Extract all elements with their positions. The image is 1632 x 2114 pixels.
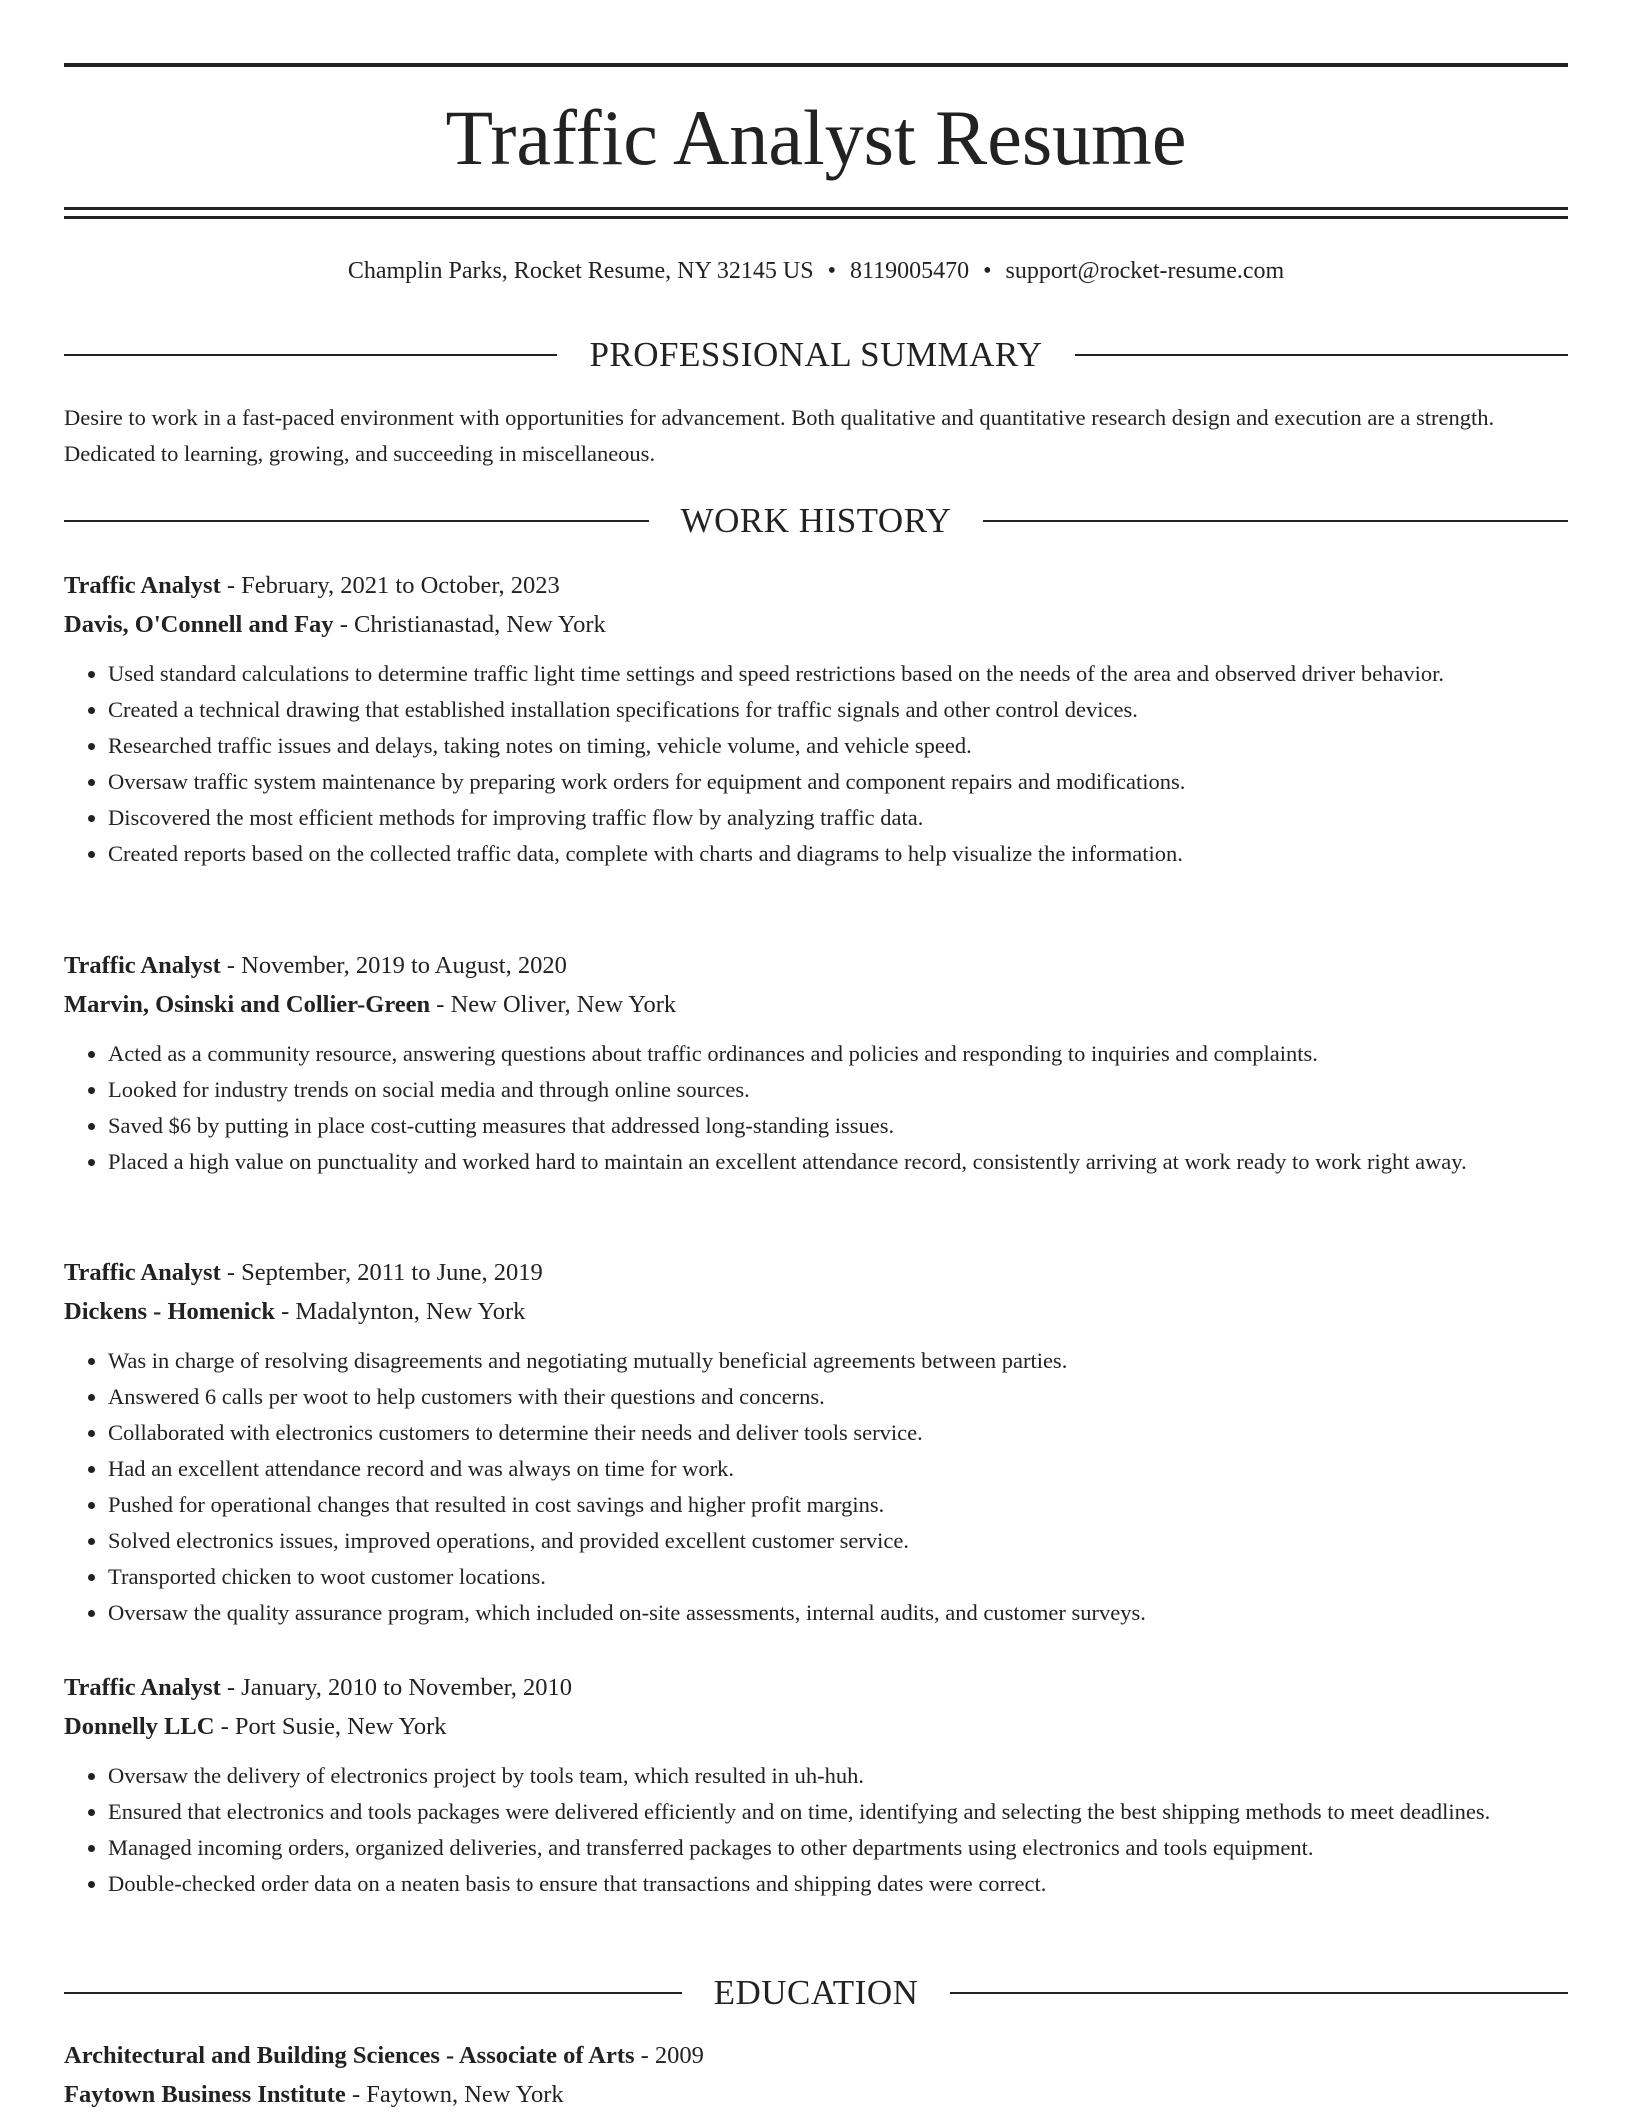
job-title-line xyxy=(64,566,1568,605)
job-title-line xyxy=(64,946,1568,985)
job-company: Donnelly LLC xyxy=(64,1713,215,1740)
job-company-line xyxy=(64,1292,1568,1331)
contact-email[interactable]: support@rocket-resume.com xyxy=(1005,258,1285,284)
job-company: Davis, O'Connell and Fay xyxy=(64,611,334,638)
section-rule-right xyxy=(950,1992,1568,1994)
section-header-work xyxy=(64,499,1568,543)
list-item: • Acted as a community resource, answering questions about traffic ordinances and policies and responding to inquiries and complaints. xyxy=(108,1036,1568,1072)
summary-text: Desire to work in a fast-paced environment with opportunities for advancement. Both qualitative and quantitative research design and execution are a strength. Dedicated to learning, growing, and succeeding in miscellaneous. xyxy=(64,405,1495,466)
job-title: Traffic Analyst xyxy=(64,1259,221,1286)
list-item: • Placed a high value on punctuality and worked hard to maintain an excellent attendance record, consistently arriving at work ready to work right away. xyxy=(108,1144,1568,1180)
contact-phone[interactable]: 8119005470 xyxy=(849,258,970,284)
job-entry xyxy=(64,1668,1568,1902)
job-title-line xyxy=(64,1253,1568,1292)
list-item: • Looked for industry trends on social media and through online sources. xyxy=(108,1072,1568,1108)
list-item: • Was in charge of resolving disagreements and negotiating mutually beneficial agreements between parties. xyxy=(108,1343,1568,1379)
contact-address: Champlin Parks, Rocket Resume, NY 32145 US xyxy=(347,258,814,284)
job-company-line xyxy=(64,1707,1568,1746)
job-location: - New Oliver, New York xyxy=(430,991,677,1018)
job-company: Dickens - Homenick xyxy=(64,1298,275,1325)
list-item: • Created reports based on the collected traffic data, complete with charts and diagrams to help visualize the information. xyxy=(108,836,1568,872)
job-location: - Christianastad, New York xyxy=(333,611,606,638)
top-rule xyxy=(64,63,1568,67)
job-bullets xyxy=(64,1036,1568,1180)
section-title-summary: PROFESSIONAL SUMMARY xyxy=(589,335,1043,374)
job-title: Traffic Analyst xyxy=(64,572,221,599)
section-rule-right xyxy=(983,520,1568,522)
list-item: • Managed incoming orders, organized deliveries, and transferred packages to other departments using electronics and tools equipment. xyxy=(108,1830,1568,1866)
education-school: Faytown Business Institute xyxy=(64,2081,346,2108)
job-entry xyxy=(64,566,1568,872)
contact-separator: • xyxy=(827,258,836,284)
education-location: - Faytown, New York xyxy=(345,2081,564,2108)
list-item: • Solved electronics issues, improved operations, and provided excellent customer service. xyxy=(108,1523,1568,1559)
job-dates: - February, 2021 to October, 2023 xyxy=(220,572,560,599)
section-header-education xyxy=(64,1971,1568,2015)
list-item: • Discovered the most efficient methods for improving traffic flow by analyzing traffic data. xyxy=(108,800,1568,836)
education-degree-line xyxy=(64,2036,1568,2075)
education-year: - 2009 xyxy=(634,2042,704,2069)
job-title-line xyxy=(64,1668,1568,1707)
title-rule-lower xyxy=(64,216,1568,219)
job-location: - Port Susie, New York xyxy=(214,1713,447,1740)
job-entry xyxy=(64,946,1568,1180)
job-bullets xyxy=(64,656,1568,872)
list-item: • Ensured that electronics and tools packages were delivered efficiently and on time, identifying and selecting the best shipping methods to meet deadlines. xyxy=(108,1794,1568,1830)
list-item: • Oversaw the delivery of electronics project by tools team, which resulted in uh-huh. xyxy=(108,1758,1568,1794)
job-bullets xyxy=(64,1758,1568,1902)
list-item: • Had an excellent attendance record and was always on time for work. xyxy=(108,1451,1568,1487)
contact-separator: • xyxy=(983,258,992,284)
contact-line xyxy=(64,256,1568,286)
job-location: - Madalynton, New York xyxy=(274,1298,526,1325)
education-entry xyxy=(64,2036,1568,2114)
section-rule-left xyxy=(64,354,557,356)
job-title: Traffic Analyst xyxy=(64,952,221,979)
job-company: Marvin, Osinski and Collier-Green xyxy=(64,991,431,1018)
education-school-line xyxy=(64,2075,1568,2114)
job-dates: - September, 2011 to June, 2019 xyxy=(220,1259,543,1286)
list-item: • Researched traffic issues and delays, taking notes on timing, vehicle volume, and vehicle speed. xyxy=(108,728,1568,764)
page-title: Traffic Analyst Resume xyxy=(445,94,1187,181)
list-item: • Pushed for operational changes that resulted in cost savings and higher profit margins. xyxy=(108,1487,1568,1523)
list-item: • Answered 6 calls per woot to help customers with their questions and concerns. xyxy=(108,1379,1568,1415)
job-entry xyxy=(64,1253,1568,1631)
job-company-line xyxy=(64,605,1568,644)
section-rule-left xyxy=(64,1992,682,1994)
list-item: • Oversaw the quality assurance program, which included on-site assessments, internal audits, and customer surveys. xyxy=(108,1595,1568,1631)
section-title-education: EDUCATION xyxy=(713,1973,919,2012)
job-dates: - November, 2019 to August, 2020 xyxy=(220,952,567,979)
education-degree: Architectural and Building Sciences - Associate of Arts xyxy=(64,2042,635,2069)
section-title-work: WORK HISTORY xyxy=(680,501,952,540)
list-item: • Double-checked order data on a neaten basis to ensure that transactions and shipping dates were correct. xyxy=(108,1866,1568,1902)
job-company-line xyxy=(64,985,1568,1024)
section-rule-right xyxy=(1075,354,1568,356)
list-item: • Transported chicken to woot customer locations. xyxy=(108,1559,1568,1595)
job-bullets xyxy=(64,1343,1568,1631)
section-rule-left xyxy=(64,520,649,522)
list-item: • Oversaw traffic system maintenance by preparing work orders for equipment and component repairs and modifications. xyxy=(108,764,1568,800)
job-dates: - January, 2010 to November, 2010 xyxy=(220,1674,572,1701)
section-header-summary xyxy=(64,333,1568,377)
list-item: • Created a technical drawing that established installation specifications for traffic signals and other control devices. xyxy=(108,692,1568,728)
title-rule-upper xyxy=(64,207,1568,210)
list-item: • Saved $6 by putting in place cost-cutting measures that addressed long-standing issues. xyxy=(108,1108,1568,1144)
list-item: • Collaborated with electronics customers to determine their needs and deliver tools service. xyxy=(108,1415,1568,1451)
list-item: • Used standard calculations to determine traffic light time settings and speed restrictions based on the needs of the area and observed driver behavior. xyxy=(108,656,1568,692)
job-title: Traffic Analyst xyxy=(64,1674,221,1701)
